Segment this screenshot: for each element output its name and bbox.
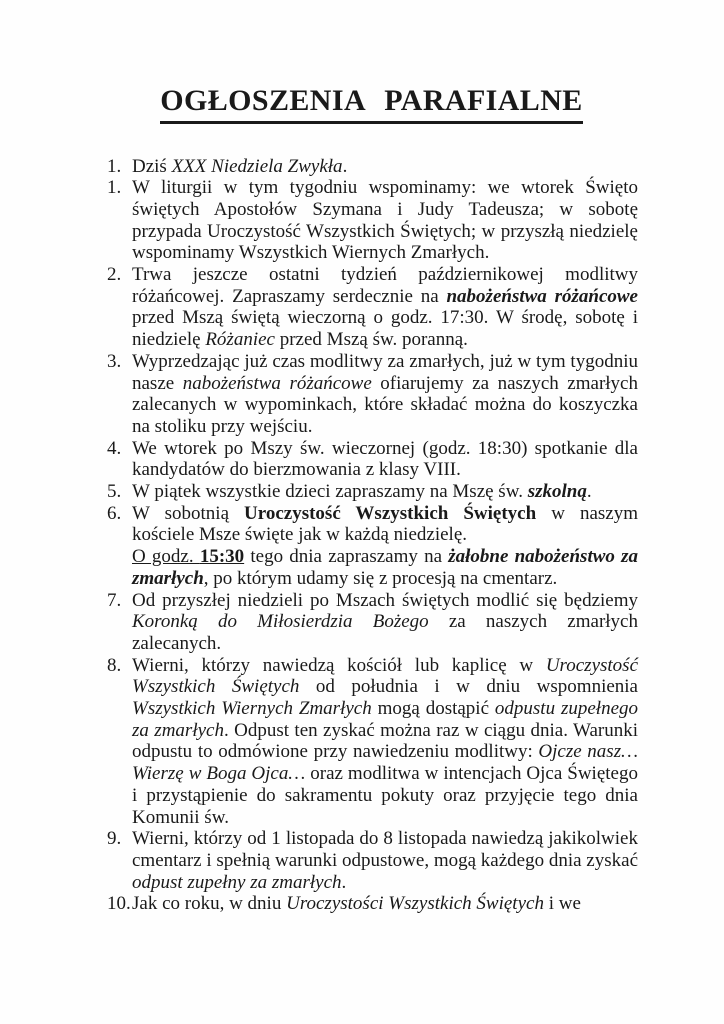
item-body: [132, 503, 638, 590]
text-run: i we: [543, 893, 581, 915]
item-number: 1.: [107, 177, 122, 199]
text-run: 15:30: [199, 546, 245, 568]
item-paragraph: [132, 546, 638, 589]
item-paragraph: [132, 655, 638, 829]
text-run: Różaniec: [205, 329, 275, 351]
item-number: 4.: [107, 437, 122, 459]
title-wrap: [105, 84, 638, 124]
text-run: nabożeństwa różańcowe: [182, 372, 372, 394]
text-run: .: [342, 155, 348, 177]
item-paragraph: [132, 590, 638, 655]
announcement-item: [105, 655, 638, 829]
announcement-item: [105, 351, 638, 438]
text-run: Wierni, którzy od 1 listopada do 8 listopada nawiedzą jakikolwiek cmentarz i spełnią warunki odpustowe, mogą każdego dnia zyskać: [132, 828, 638, 871]
item-paragraph: [132, 156, 638, 178]
item-number: 3.: [107, 350, 122, 372]
item-body: [132, 655, 638, 829]
text-run: Koronką do Miłosierdzia Bożego: [132, 611, 429, 633]
item-paragraph: [132, 438, 638, 481]
text-run: tego dnia zapraszamy na: [244, 546, 449, 568]
item-number: 2.: [107, 264, 122, 286]
item-paragraph: [132, 828, 638, 893]
item-number: 9.: [107, 828, 122, 850]
item-body: [132, 156, 638, 178]
text-run: Ojcze nasz… Wierzę w Boga Ojca…: [132, 741, 638, 785]
text-run: Od przyszłej niedzieli po Mszach świętych modlić się będziemy: [132, 589, 638, 611]
item-paragraph: [132, 893, 638, 915]
announcement-item: [105, 438, 638, 481]
text-run: Uroczystość Wszystkich Świętych: [244, 502, 537, 524]
text-run: przed Mszą świętą wieczorną o godz. 17:30. W środę, sobotę i niedzielę: [132, 307, 638, 351]
item-body: [132, 177, 638, 264]
announcement-item: [105, 503, 638, 590]
text-run: za naszych zmarłych zalecanych.: [132, 611, 638, 654]
item-body: [132, 351, 638, 438]
text-run: Wierni, którzy nawiedzą kościół lub kaplicę w: [132, 654, 546, 676]
text-run: , po którym udamy się z procesją na cmentarz.: [203, 567, 558, 589]
text-run: Wszystkich Wiernych Zmarłych: [132, 698, 372, 720]
item-body: [132, 264, 638, 351]
announcement-item: [105, 828, 638, 893]
text-run: Uroczystość Wszystkich Świętych: [132, 654, 638, 698]
text-run: żałobne nabożeństwo za zmarłych: [132, 546, 639, 589]
text-run: w naszym kościele Msze święte jak w każdą niedzielę.: [132, 502, 638, 546]
text-run: .: [341, 871, 347, 893]
item-number: 5.: [107, 481, 122, 503]
text-run: .: [586, 481, 592, 503]
item-number: 6.: [107, 502, 122, 524]
item-body: [132, 590, 638, 655]
item-paragraph: [132, 503, 638, 546]
announcement-item: [105, 590, 638, 655]
announcement-list: [105, 156, 638, 916]
item-paragraph: [132, 264, 638, 351]
text-run: . Odpust ten zyskać można raz w ciągu dnia. Warunki odpustu to odmówione przy nawiedzeniu modlitwy:: [132, 719, 638, 763]
text-run: przed Mszą św. poranną.: [274, 329, 468, 351]
text-run: Dziś: [132, 155, 172, 177]
text-run: O godz.: [132, 546, 200, 568]
text-run: nabożeństwa różańcowe: [446, 285, 638, 307]
item-body: [132, 438, 638, 481]
page-title: OGŁOSZENIA PARAFIALNE: [160, 84, 582, 124]
text-run: We wtorek po Mszy św. wieczornej (godz. 18:30) spotkanie dla kandydatów do bierzmowania z klasy VIII.: [132, 437, 638, 481]
announcement-item: [105, 264, 638, 351]
text-run: W piątek wszystkie dzieci zapraszamy na Mszę św.: [132, 481, 528, 503]
item-number: 1.: [107, 155, 122, 177]
text-run: mogą dostąpić: [371, 698, 495, 720]
text-run: odpustu zupełnego za zmarłych: [132, 698, 639, 741]
announcement-item: [105, 177, 638, 264]
item-number: 8.: [107, 654, 122, 676]
item-paragraph: [132, 351, 638, 438]
text-run: Jak co roku, w dniu: [132, 893, 287, 915]
text-run: XXX Niedziela Zwykła: [171, 155, 343, 177]
item-paragraph: [132, 481, 638, 503]
text-run: odpust zupełny za zmarłych: [132, 871, 342, 893]
text-run: W liturgii w tym tygodniu wspominamy: we wtorek Święto świętych Apostołów Szymana i Judy Tadeusza; w sobotę przypada Uroczystość Wszystkich Świętych; w przyszłą niedzielę wspominamy Wszystkich Wiernych Zmarłych.: [132, 177, 638, 264]
item-paragraph: [132, 177, 638, 264]
text-run: ofiarujemy za naszych zmarłych zalecanych w wypominkach, które składać można do koszyczka na stoliku przy wejściu.: [132, 372, 638, 437]
item-body: [132, 893, 638, 915]
text-run: szkolną: [527, 481, 587, 503]
text-run: Wyprzedzając już czas modlitwy za zmarłych, już w tym tygodniu nasze: [132, 350, 638, 394]
item-number: 7.: [107, 589, 122, 611]
announcement-item: [105, 481, 638, 503]
announcement-item: [105, 893, 638, 915]
text-run: oraz modlitwa w intencjach Ojca Świętego i przystąpienie do sakramentu pokuty oraz przyjęcie tego dnia Komunii św.: [132, 763, 638, 828]
text-run: Trwa jeszcze ostatni tydzień październikowej modlitwy różańcowej. Zapraszamy serdecznie na: [132, 264, 638, 307]
item-body: [132, 828, 638, 893]
text-run: W sobotnią: [132, 502, 245, 524]
text-run: od południa i w dniu wspomnienia: [299, 676, 638, 698]
announcement-item: [105, 156, 638, 178]
item-body: [132, 481, 638, 503]
text-run: Uroczystości Wszystkich Świętych: [286, 893, 544, 915]
item-number: 10.: [107, 893, 131, 915]
